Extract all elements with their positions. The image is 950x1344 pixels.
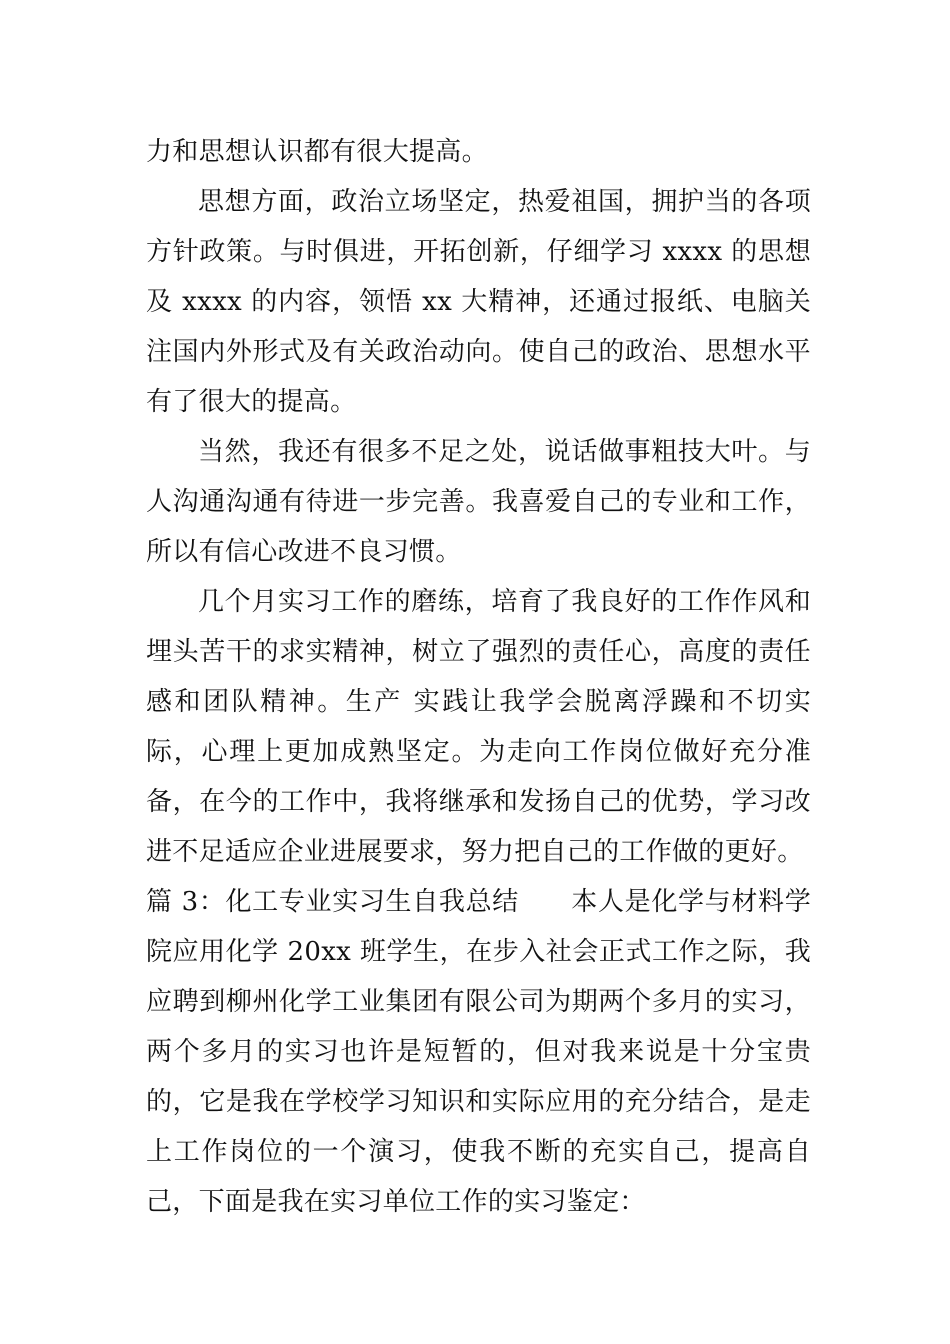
section-body: 本人是化学与材料学院应用化学 20xx 班学生，在步入社会正式工作之际，我应聘到柳州化学工业集团有限公司为期两个多月的实习，两个多月的实习也许是短暂的，但对我来说是十分宝贵的，它是我在学校学习知识和实际应用的充分结合，是走上工作岗位的一个演习，使我不断的充实自己，提高自己，下面是我在实习单位工作的实习鉴定：: [146, 887, 812, 1217]
paragraph-shortcomings: 当然，我还有很多不足之处，说话做事粗技大叶。与人沟通沟通有待进一步完善。我喜爱自己的专业和工作，所以有信心改进不良习惯。: [146, 437, 811, 567]
paragraph-continuation: 力和思想认识都有很大提高。: [146, 137, 488, 167]
paragraph-ideology: 思想方面，政治立场坚定，热爱祖国，拥护当的各项方针政策。与时俱进，开拓创新，仔细学习 xxxx 的思想及 xxxx 的内容，领悟 xx 大精神，还通过报纸、电脑关注国内外形式及有关政治动向。使自己的政治、思想水平有了很大的提高。: [146, 187, 811, 417]
document-body: [146, 127, 811, 1227]
section-heading: 篇 3：化工专业实习生自我总结: [146, 887, 519, 917]
paragraph-internship-growth: 几个月实习工作的磨练，培育了我良好的工作作风和埋头苦干的求实精神，树立了强烈的责任心，高度的责任感和团队精神。生产 实践让我学会脱离浮躁和不切实际，心理上更加成熟坚定。为走向工作岗位做好充分准备，在今的工作中，我将继承和发扬自己的优势，学习改进不足适应企业进展要求，努力把自己的工作做的更好。: [146, 587, 811, 867]
section-3: [146, 877, 811, 1227]
